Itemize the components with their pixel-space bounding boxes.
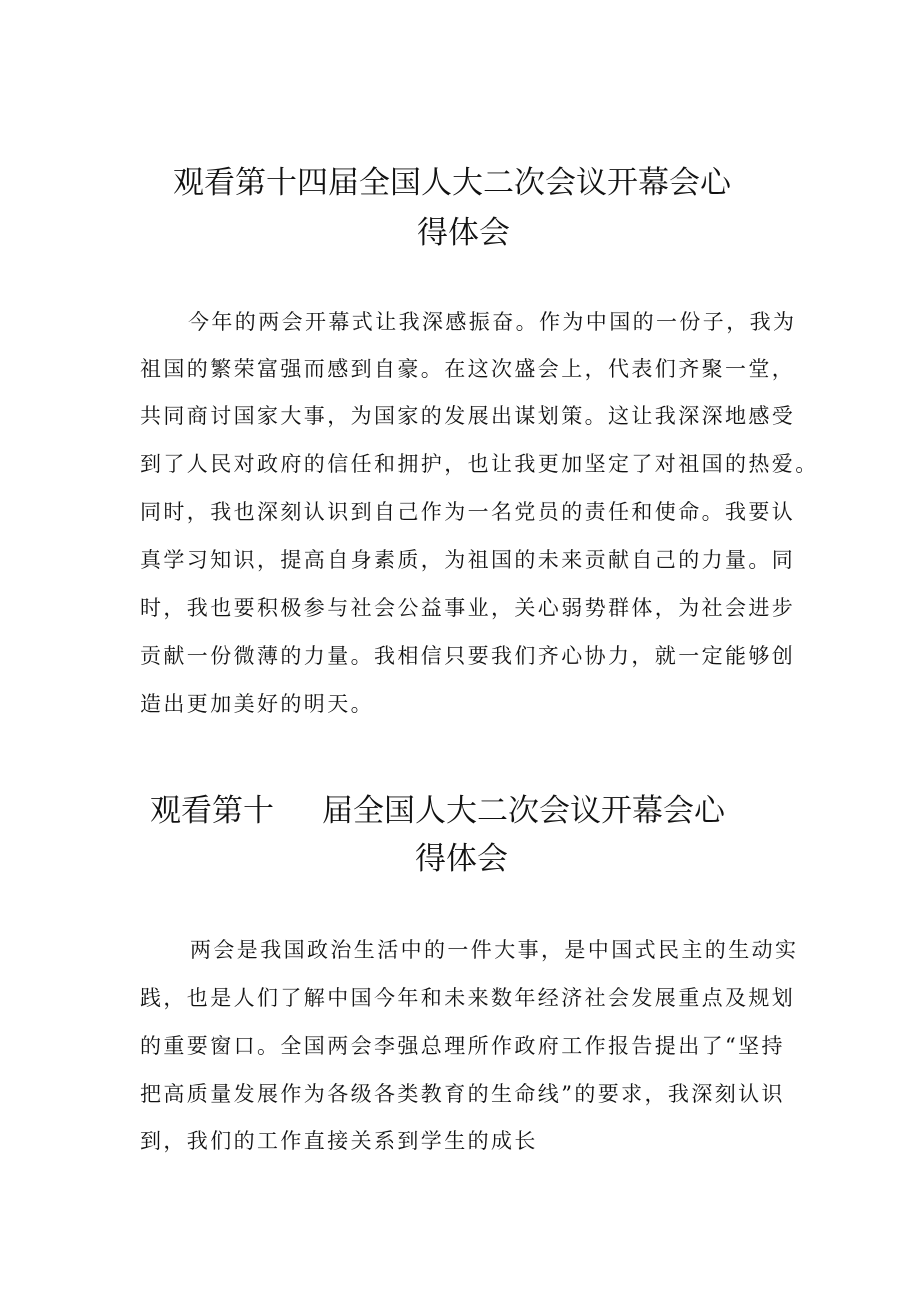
section2-paragraph-line: 两会是我国政治生活中的一件大事，是中国式民主的生动实 bbox=[190, 938, 799, 962]
section2-title-line1 bbox=[150, 788, 725, 834]
section1-paragraph-line: 造出更加美好的明天。 bbox=[140, 692, 374, 716]
section1-title-line2: 得体会 bbox=[417, 215, 510, 251]
section1-paragraph-line: 贡献一份微薄的力量。我相信只要我们齐心协力，就一定能够创 bbox=[140, 644, 796, 668]
section2-paragraph-line: 践，也是人们了解中国今年和未来数年经济社会发展重点及规划 bbox=[140, 986, 796, 1010]
section1-paragraph-line: 到了人民对政府的信任和拥护，也让我更加坚定了对祖国的热爱。 bbox=[140, 452, 819, 476]
section1-paragraph-line: 共同商讨国家大事，为国家的发展出谋划策。这让我深深地感受 bbox=[140, 404, 796, 428]
section1-title-line1: 观看第十四届全国人大二次会议开幕会心 bbox=[173, 165, 731, 201]
section2-title-line2: 得体会 bbox=[415, 841, 508, 877]
section2-paragraph-line: 把高质量发展作为各级各类教育的生命线”的要求，我深刻认识 bbox=[140, 1082, 785, 1106]
section2-paragraph-line: 的重要窗口。全国两会李强总理所作政府工作报告提出了“坚持 bbox=[140, 1034, 785, 1058]
section1-paragraph-line: 同时，我也深刻认识到自己作为一名党员的责任和使命。我要认 bbox=[140, 500, 796, 524]
section1-paragraph-line: 时，我也要积极参与社会公益事业，关心弱势群体，为社会进步 bbox=[140, 596, 796, 620]
section1-paragraph-line: 祖国的繁荣富强而感到自豪。在这次盛会上，代表们齐聚一堂， bbox=[140, 357, 796, 381]
section1-paragraph-line: 真学习知识，提高自身素质，为祖国的未来贡献自己的力量。同 bbox=[140, 548, 796, 572]
section2-title-part1: 观看第十 bbox=[150, 793, 274, 829]
section2-paragraph-line: 到，我们的工作直接关系到学生的成长 bbox=[140, 1129, 538, 1153]
section2-title-part2: 届全国人大二次会议开幕会心 bbox=[322, 793, 725, 829]
section1-paragraph-line: 今年的两会开幕式让我深感振奋。作为中国的一份子，我为 bbox=[188, 310, 797, 334]
